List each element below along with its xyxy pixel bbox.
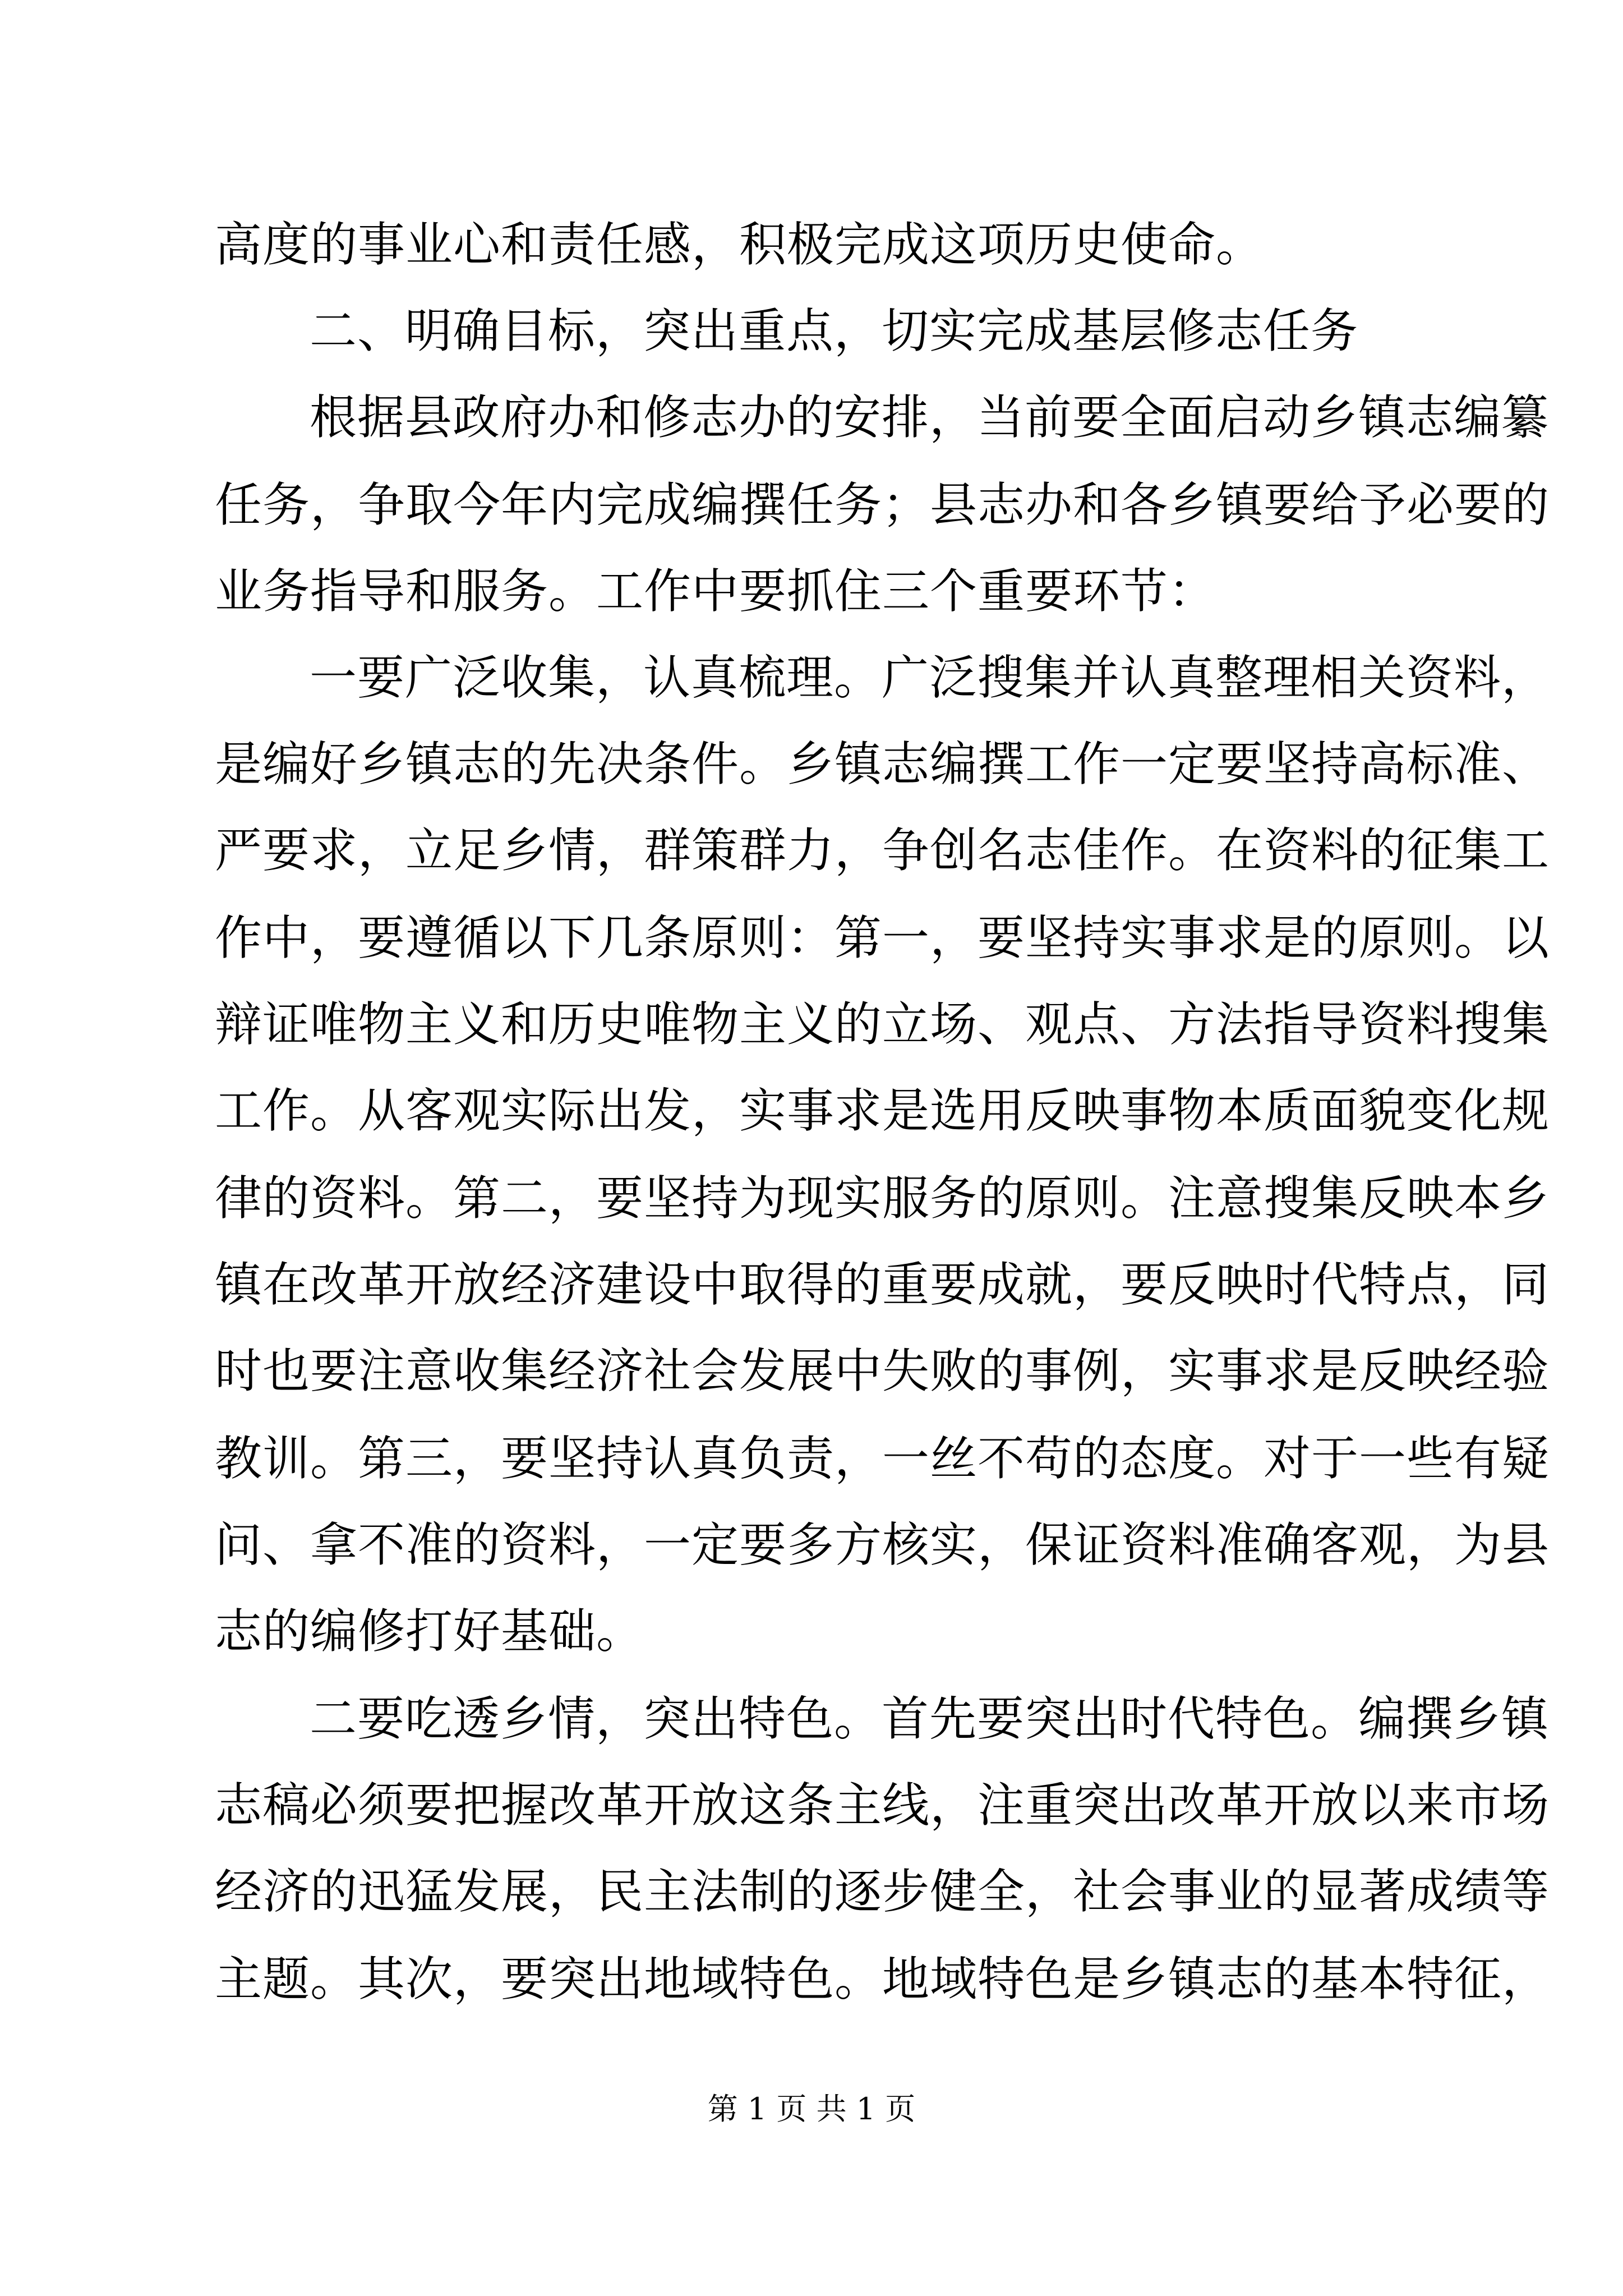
line-text: 经济的迅猛发展，民主法制的逐步健全，社会事业的显著成绩等 [215, 1864, 1550, 1919]
page-number-label: 第 1 页 共 1 页 [707, 2091, 916, 2127]
text-line-18 [0, 1685, 1623, 1752]
text-line-19 [0, 1772, 1623, 1839]
text-line-15 [0, 1425, 1623, 1492]
text-line-11 [0, 1077, 1623, 1144]
text-line-10 [0, 991, 1623, 1058]
line-text: 律的资料。第二，要坚持为现实服务的原则。注意搜集反映本乡 [215, 1171, 1550, 1226]
text-line-12 [0, 1165, 1623, 1232]
line-text: 工作。从客观实际出发，实事求是选用反映事物本质面貌变化规 [215, 1083, 1550, 1138]
text-line-9 [0, 904, 1623, 972]
line-text: 一要广泛收集，认真梳理。广泛搜集并认真整理相关资料， [310, 650, 1550, 705]
text-line-4 [0, 471, 1623, 539]
line-text: 志的编修打好基础。 [215, 1604, 644, 1659]
line-text: 辩证唯物主义和历史唯物主义的立场、观点、方法指导资料搜集 [215, 997, 1550, 1052]
line-text: 根据县政府办和修志办的安排，当前要全面启动乡镇志编纂 [310, 390, 1550, 445]
page-footer [0, 2087, 1623, 2132]
line-text: 作中，要遵循以下几条原则：第一，要坚持实事求是的原则。以 [215, 910, 1550, 965]
line-text: 二、明确目标，突出重点，切实完成基层修志任务 [310, 303, 1359, 358]
text-line-20 [0, 1858, 1623, 1925]
text-line-5 [0, 558, 1623, 625]
text-line-16 [0, 1511, 1623, 1579]
line-text: 问、拿不准的资料，一定要多方核实，保证资料准确客观，为县 [215, 1517, 1550, 1572]
text-line-8 [0, 817, 1623, 884]
text-line-3 [0, 384, 1623, 451]
line-text: 业务指导和服务。工作中要抓住三个重要环节： [215, 564, 1216, 619]
text-line-14 [0, 1337, 1623, 1405]
line-text: 高度的事业心和责任感，积极完成这项历史使命。 [215, 217, 1264, 272]
section-heading [0, 297, 1623, 365]
line-text: 二要吃透乡情，突出特色。首先要突出时代特色。编撰乡镇 [310, 1691, 1550, 1746]
line-text: 志稿必须要把握改革开放这条主线，注重突出改革开放以来市场 [215, 1778, 1550, 1833]
text-line-13 [0, 1251, 1623, 1318]
text-line-1 [0, 211, 1623, 278]
text-line-21 [0, 1945, 1623, 2013]
text-line-7 [0, 730, 1623, 798]
line-text: 主题。其次，要突出地域特色。地域特色是乡镇志的基本特征， [215, 1952, 1550, 2007]
line-text: 镇在改革开放经济建设中取得的重要成就，要反映时代特点，同 [215, 1257, 1550, 1312]
line-text: 严要求，立足乡情，群策群力，争创名志佳作。在资料的征集工 [215, 823, 1550, 878]
text-line-6 [0, 644, 1623, 711]
line-text: 任务，争取今年内完成编撰任务；县志办和各乡镇要给予必要的 [215, 477, 1550, 532]
line-text: 是编好乡镇志的先决条件。乡镇志编撰工作一定要坚持高标准、 [215, 737, 1550, 792]
text-line-17 [0, 1598, 1623, 1665]
line-text: 教训。第三，要坚持认真负责，一丝不苟的态度。对于一些有疑 [215, 1431, 1550, 1486]
line-text: 时也要注意收集经济社会发展中失败的事例，实事求是反映经验 [215, 1343, 1550, 1398]
